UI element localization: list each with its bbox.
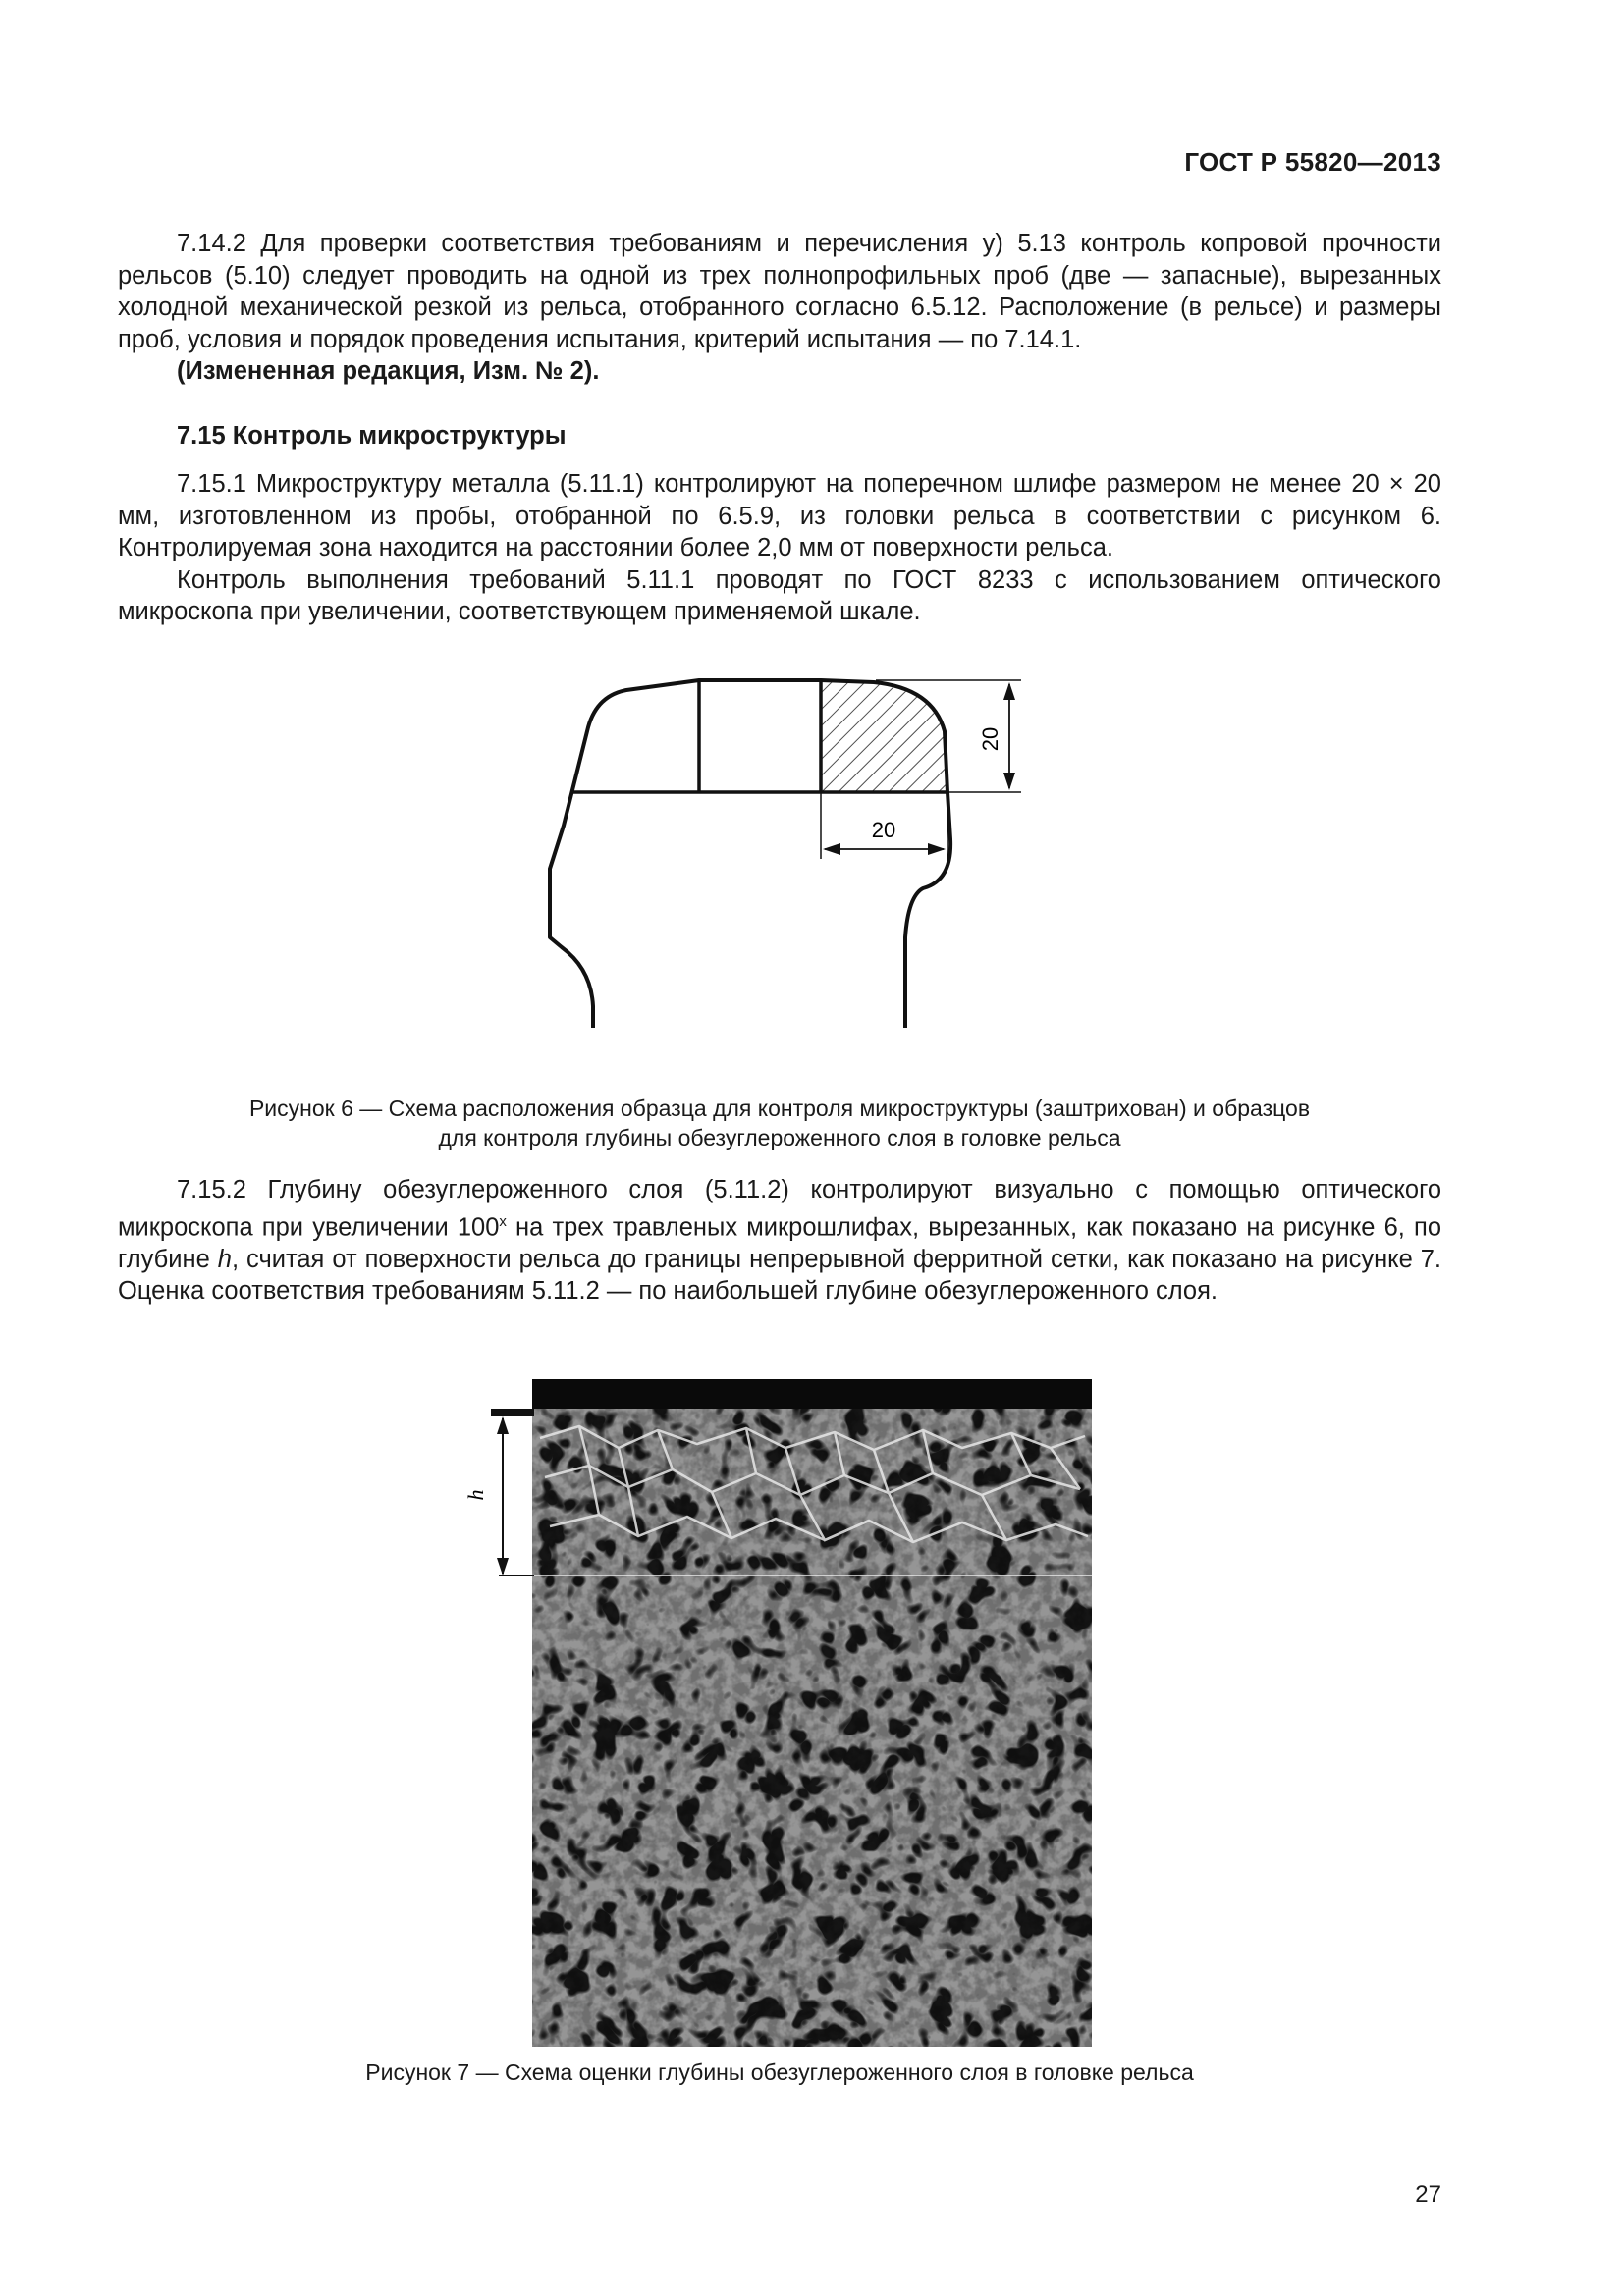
paragraph-7-14-2 (118, 228, 1441, 388)
surface-marker (491, 1409, 534, 1416)
figure-6-caption-line1: Рисунок 6 — Схема расположения образца для контроля микроструктуры (заштрихован) и образцов (248, 1095, 1311, 1121)
paragraph-7-15-1 (118, 468, 1441, 628)
paragraph-7-14-2-text: 7.14.2 Для проверки соответствия требованиям и перечисления у) 5.13 контроль копровой прочности рельсов (5.10) следует проводить на одной из трех полнопрофильных проб (две — запасные), вырезанных холодной механической резкой из рельса, отобранного согласно 6.5.12. Расположение (в рельсе) и размеры проб, условия и порядок проведения испытания, критерий испытания — по 7.14.1. (118, 230, 1441, 353)
document-header-code: ГОСТ Р 55820—2013 (1184, 147, 1441, 177)
amendment-note: (Измененная редакция, Изм. № 2). (177, 357, 600, 385)
paragraph-7-15-2-text: 7.15.2 Глубину обезуглероженного слоя (5.11.2) контролируют визуально с помощью оптического микроскопа при увеличении $100^х$ на трех травленых микрошлифах, вырезанных, как показано на рисунке 6, по глубине h, считая от поверхности рельса до границы непрерывной ферритной сетки, как показано на рисунке 7. Оценка соответствия требованиям 5.11.2 — по наибольшей глубине обезуглероженного слоя. (118, 1176, 1442, 1305)
rail-head-diagram (511, 653, 1060, 1055)
magnification-superscript: х (499, 1212, 507, 1230)
hatched-sample-area (821, 680, 947, 792)
page-number: 27 (1415, 2181, 1441, 2208)
paragraph-7-15-1-text2: Контроль выполнения требований 5.11.1 проводят по ГОСТ 8233 с использованием оптического микроскопа при увеличении, соответствующем применяемой шкале. (118, 565, 1441, 625)
paragraph-7-15-1-text: 7.15.1 Микроструктуру металла (5.11.1) контролируют на поперечном шлифе размером не менее 20 × 20 мм, изготовленном из пробы, отобранной по 6.5.9, из головки рельса в соответствии с рисунком 6. Контролируемая зона находится на расстоянии более 2,0 мм от поверхности рельса. (118, 470, 1441, 561)
depth-symbol: h (217, 1245, 232, 1273)
section-7-15 (118, 420, 1441, 453)
figure-6-caption (118, 1094, 1441, 1152)
figure-7-caption: Рисунок 7 — Схема оценки глубины обезуглероженного слоя в головке рельса (365, 2059, 1194, 2085)
paragraph-7-15-2 (118, 1174, 1441, 1308)
dimension-label-vertical: 20 (978, 726, 1002, 752)
depth-label: h (463, 1489, 488, 1501)
section-title: 7.15 Контроль микроструктуры (177, 422, 567, 450)
dimension-label-horizontal: 20 (871, 818, 896, 842)
figure-6-caption-line2: для контроля глубины обезуглероженного слоя в головке рельса (438, 1125, 1121, 1150)
micrograph-figure (452, 1379, 1100, 2047)
